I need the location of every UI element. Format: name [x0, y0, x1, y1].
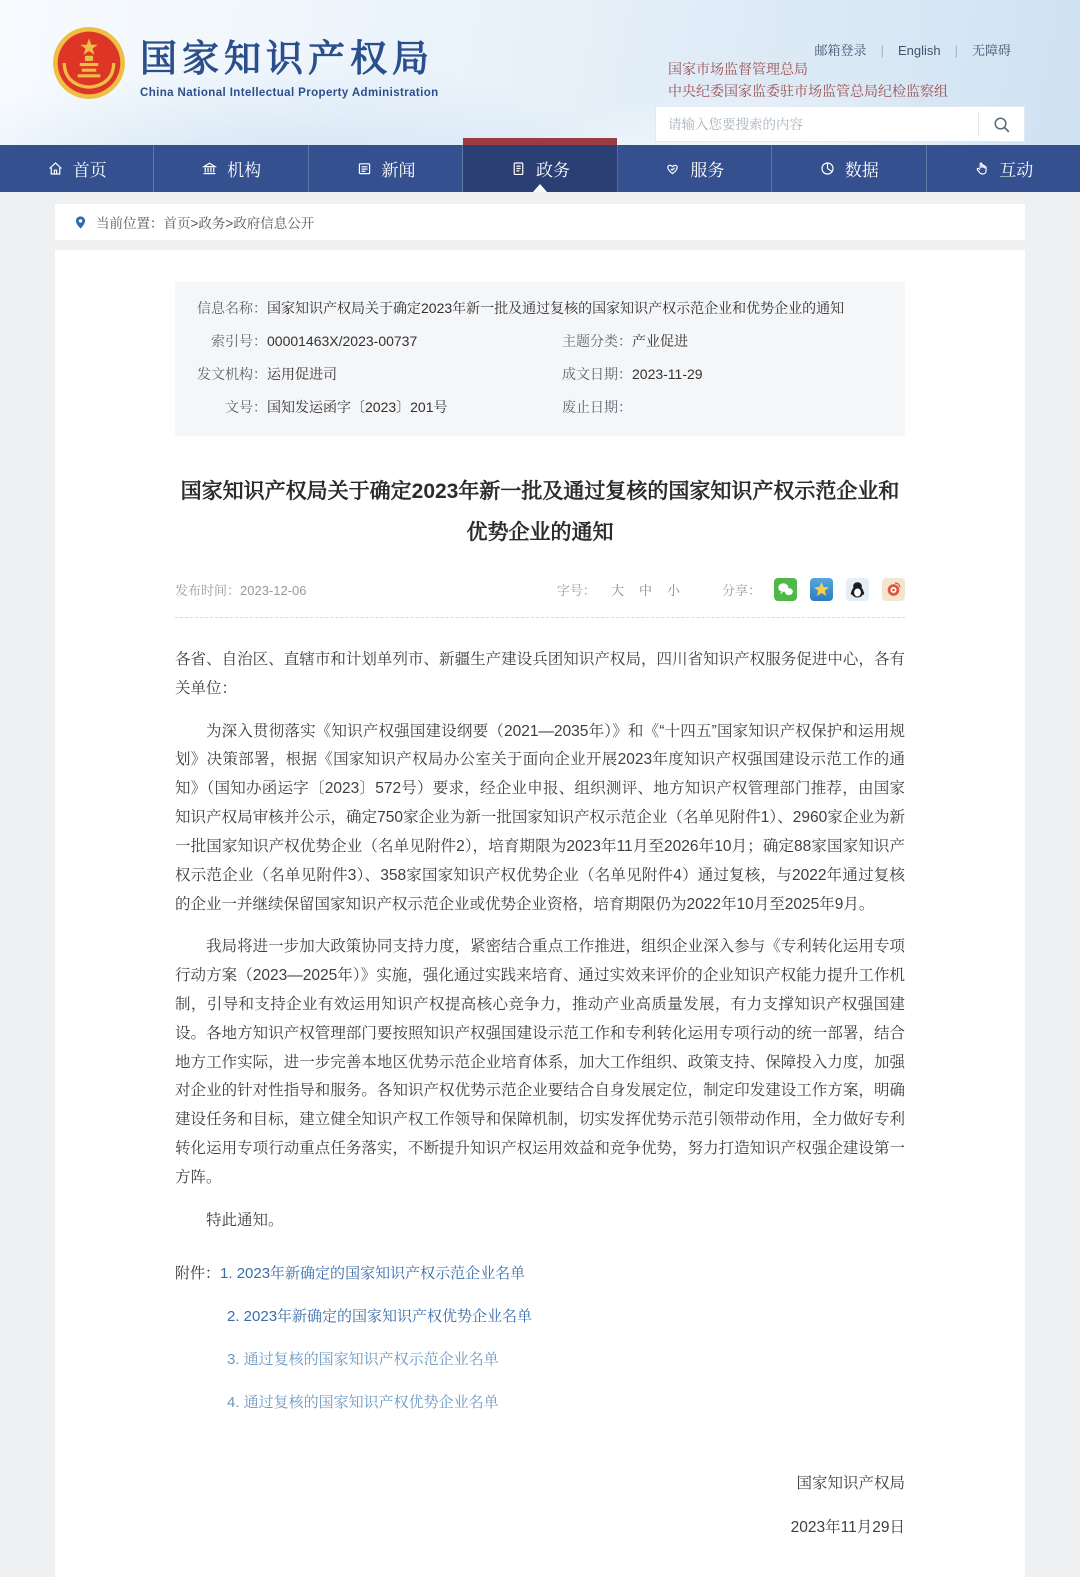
nav-item-data[interactable]: [772, 145, 926, 192]
nav-item-label: 数据: [844, 161, 879, 180]
mail-login-link[interactable]: 邮箱登录: [814, 43, 867, 58]
related-org-links: [668, 58, 948, 102]
org-link-discipline[interactable]: 中央纪委国家监委驻市场监管总局纪检监察组: [668, 83, 948, 99]
service-icon: [664, 160, 681, 177]
nav-item-label: 互动: [999, 161, 1034, 180]
nav-item-label: 新闻: [381, 161, 416, 180]
top-utility-links: [801, 40, 1025, 59]
info-date-value: 2023-11-29: [632, 366, 703, 382]
paragraph-2: 我局将进一步加大政策协同支持力度，紧密结合重点工作推进，组织企业深入参与《专利转化运用专项行动方案（2023—2025年）》实施，强化通过实践来培育、通过实效来评价的企业知识产权能力提升工作机制，引导和支持企业有效运用知识产权提高核心竞争力，推动产业高质量发展，有力支撑知识产权强国建设。各地方知识产权管理部门要按照知识产权强国建设示范工作和专利转化运用专项行动的统一部署，结合地方工作实际，进一步完善本地区优势示范企业培育体系，加大工作组织、政策支持、保障投入力度，加强对企业的针对性指导和服务。各知识产权优势示范企业要结合自身发展定位，制定印发建设工作方案，明确建设任务和目标，建立健全知识产权工作领导和保障机制，切实发挥优势示范引领带动作用，全力做好专利转化运用专项行动重点任务落实，不断提升知识产权运用效益和竞争优势，努力打造知识产权强企建设第一方阵。: [175, 938, 905, 1186]
search-button[interactable]: [978, 112, 1024, 136]
nav-item-interact[interactable]: [927, 145, 1080, 192]
search-icon: [992, 115, 1011, 134]
info-repeal-value: [632, 391, 638, 424]
document-icon: [510, 160, 527, 177]
attachments-section: [175, 1262, 905, 1415]
font-size-controls: [557, 580, 680, 599]
nav-item-label: 服务: [690, 161, 725, 180]
font-size-small-button[interactable]: 小: [666, 582, 680, 598]
info-index-label: 索引号：: [211, 333, 267, 349]
article-meta-row: [175, 578, 905, 601]
attachment-link-4[interactable]: 4. 通过复核的国家知识产权优势企业名单: [227, 1393, 499, 1411]
paragraph-closing: 特此通知。: [206, 1211, 284, 1229]
font-size-large-button[interactable]: 大: [610, 582, 624, 598]
divider: [175, 617, 905, 618]
nav-item-label: 首页: [72, 161, 107, 180]
weibo-share-icon[interactable]: [882, 578, 905, 601]
paragraph-1: 为深入贯彻落实《知识产权强国建设纲要（2021—2035年）》和《“十四五”国家知识产权保护和运用规划》决策部署，根据《国家知识产权局办公室关于面向企业开展2023年度知识产权强国建设示范工作的通知》（国知办函运字〔2023〕572号）要求，经企业申报、组织测评、地方知识产权管理部门推荐，由国家知识产权局审核并公示，确定750家企业为新一批国家知识产权示范企业（名单见附件1）、2960家企业为新一批国家知识产权优势企业（名单见附件2），培育期限为2023年11月至2026年10月；确定88家国家知识产权示范企业（名单见附件3）、358家国家知识产权优势企业（名单见附件4）通过复核，与2022年通过复核的企业一并继续保留国家知识产权示范企业或优势企业资格，培育期限仍为2022年10月至2025年9月。: [175, 722, 905, 913]
nav-item-gov[interactable]: [463, 145, 617, 192]
publish-time-value: 2023-12-06: [240, 582, 307, 598]
english-link[interactable]: English: [897, 43, 941, 58]
home-icon: [47, 160, 64, 177]
wechat-share-icon[interactable]: [774, 578, 797, 601]
brand[interactable]: [52, 26, 439, 100]
breadcrumb: [55, 204, 1025, 240]
location-pin-icon: [73, 215, 88, 230]
accessibility-link[interactable]: 无障碍: [971, 43, 1011, 58]
attachment-link-3[interactable]: 3. 通过复核的国家知识产权示范企业名单: [227, 1350, 499, 1368]
info-docnum-label: 文号：: [225, 399, 267, 415]
info-agency-label: 发文机构：: [197, 366, 267, 382]
publish-time-label: 发布时间：: [175, 582, 241, 598]
article-body: [175, 646, 905, 1236]
search-input[interactable]: [656, 107, 978, 141]
info-name-label: 信息名称：: [197, 300, 267, 316]
info-repeal-label: 废止日期：: [562, 399, 632, 415]
font-size-medium-button[interactable]: 中: [638, 582, 652, 598]
org-link-samr[interactable]: 国家市场监督管理总局: [668, 61, 808, 77]
signature-org: 国家知识产权局: [796, 1474, 905, 1492]
national-emblem-logo: [52, 26, 126, 100]
signature-block: [175, 1471, 905, 1537]
signature-date: 2023年11月29日: [790, 1518, 905, 1536]
info-name-value: 国家知识产权局关于确定2023年新一批及通过复核的国家知识产权示范企业和优势企业的通知: [267, 300, 845, 316]
attachments-label: 附件：: [175, 1264, 221, 1282]
site-title: 国家知识产权局: [140, 37, 434, 79]
hand-icon: [973, 160, 990, 177]
share-label: 分享：: [721, 582, 761, 598]
nav-item-service[interactable]: [618, 145, 772, 192]
info-docnum-value: 国知发运函字〔2023〕201号: [267, 399, 448, 415]
newspaper-icon: [356, 160, 373, 177]
site-header: [0, 0, 1080, 145]
breadcrumb-label: 当前位置：: [96, 216, 164, 231]
qzone-share-icon[interactable]: [810, 578, 833, 601]
nav-item-org[interactable]: [154, 145, 308, 192]
info-date-label: 成文日期：: [562, 366, 632, 382]
font-size-label: 字号：: [556, 582, 596, 598]
page-title: 国家知识产权局关于确定2023年新一批及通过复核的国家知识产权示范企业和优势企业的通知: [180, 480, 900, 544]
pie-chart-icon: [819, 160, 836, 177]
attachment-link-2[interactable]: 2. 2023年新确定的国家知识产权优势企业名单: [227, 1307, 533, 1325]
search-bar: [655, 106, 1025, 142]
bank-icon: [201, 160, 218, 177]
info-agency-value: 运用促进司: [267, 366, 337, 382]
paragraph-salutation: 各省、自治区、直辖市和计划单列市、新疆生产建设兵团知识产权局，四川省知识产权服务促进中心，各有关单位：: [175, 650, 905, 697]
info-index-value: 00001463X/2023-00737: [267, 333, 418, 349]
nav-item-home[interactable]: [0, 145, 154, 192]
nav-item-news[interactable]: [309, 145, 463, 192]
site-subtitle: China National Intellectual Property Administration: [140, 86, 439, 99]
attachment-link-1[interactable]: 1. 2023年新确定的国家知识产权示范企业名单: [220, 1264, 526, 1282]
divider: |: [954, 43, 958, 58]
document-info-panel: [175, 282, 905, 436]
info-topic-label: 主题分类：: [562, 333, 632, 349]
divider: |: [880, 43, 884, 58]
nav-item-label: 政务: [535, 161, 570, 180]
info-topic-value: 产业促进: [632, 333, 688, 349]
nav-item-label: 机构: [227, 161, 262, 180]
main-nav: [0, 145, 1080, 192]
publish-time: [175, 580, 557, 599]
share-controls: [722, 578, 905, 601]
breadcrumb-path[interactable]: 首页>政务>政府信息公开: [163, 216, 315, 231]
qq-share-icon[interactable]: [846, 578, 869, 601]
